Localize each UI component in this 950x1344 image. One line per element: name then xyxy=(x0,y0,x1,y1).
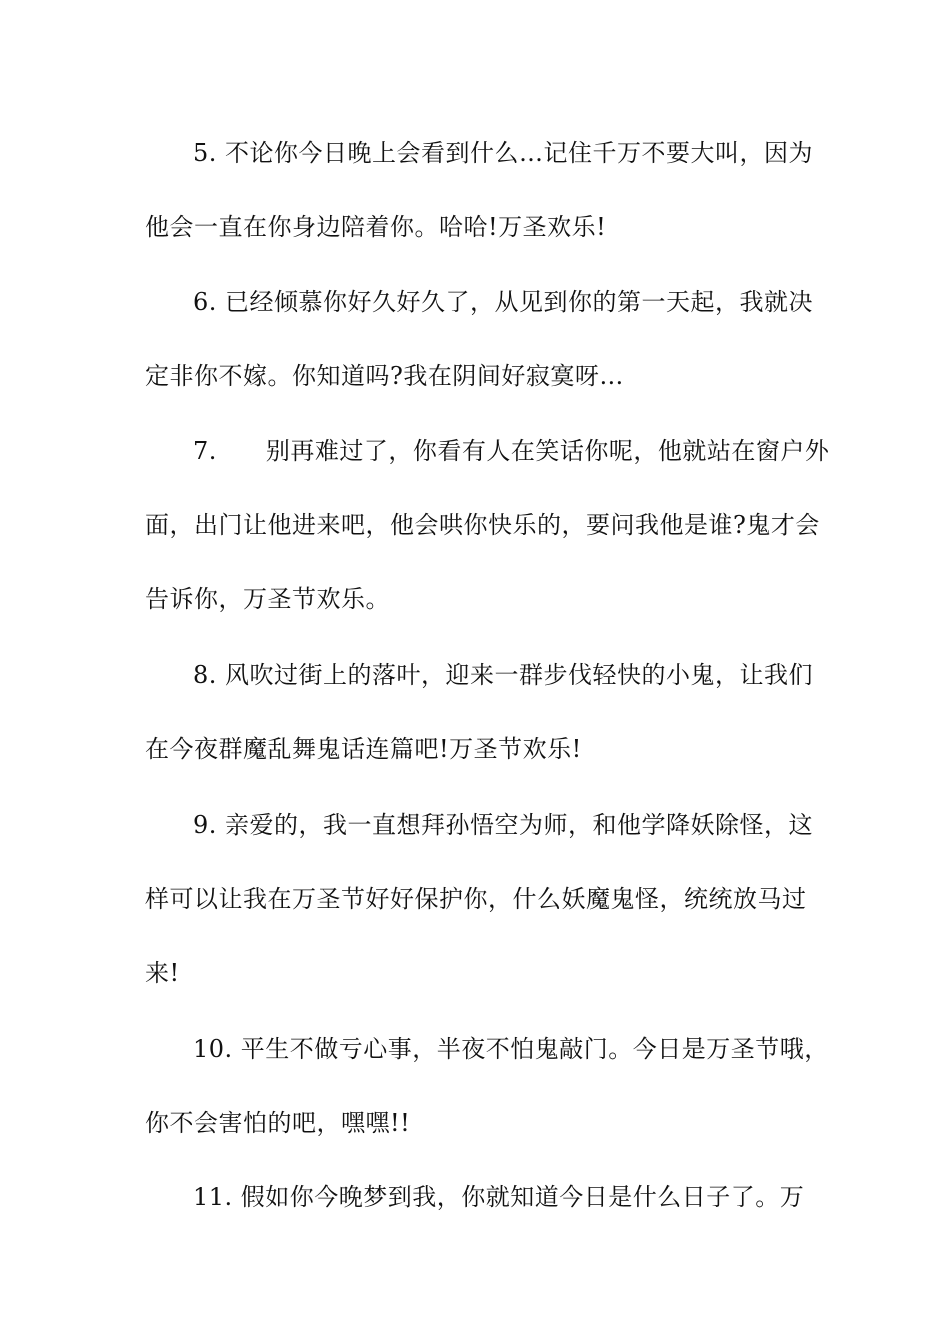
paragraph-6 xyxy=(145,287,815,435)
paragraph-line: 来! xyxy=(145,959,180,987)
paragraph-line: 面，出门让他进来吧，他会哄你快乐的，要问我他是谁?鬼才会 xyxy=(145,511,820,539)
paragraph-line: 5. 不论你今日晚上会看到什么…记住千万不要大叫，因为 xyxy=(193,139,814,167)
paragraph-line: 7. 别再难过了，你看有人在笑话你呢，他就站在窗户外 xyxy=(193,437,830,465)
paragraph-line: 6. 已经倾慕你好久好久了，从见到你的第一天起，我就决 xyxy=(193,288,814,316)
paragraph-line: 在今夜群魔乱舞鬼话连篇吧!万圣节欢乐! xyxy=(145,735,582,763)
paragraph-line: 告诉你，万圣节欢乐。 xyxy=(145,585,390,613)
paragraph-10 xyxy=(145,1034,829,1182)
paragraph-line: 9. 亲爱的，我一直想拜孙悟空为师，和他学降妖除怪，这 xyxy=(193,811,814,839)
paragraph-5 xyxy=(145,138,815,286)
paragraph-line: 你不会害怕的吧，嘿嘿!! xyxy=(145,1109,411,1137)
paragraph-line: 他会一直在你身边陪着你。哈哈!万圣欢乐! xyxy=(145,213,607,241)
paragraph-line: 定非你不嫁。你知道吗?我在阴间好寂寞呀… xyxy=(145,362,624,390)
paragraph-11 xyxy=(145,1182,815,1256)
paragraph-line: 8. 风吹过街上的落叶，迎来一群步伐轻快的小鬼，让我们 xyxy=(193,661,814,689)
paragraph-line: 10. 平生不做亏心事，半夜不怕鬼敲门。今日是万圣节哦， xyxy=(193,1035,829,1063)
paragraph-line: 11. 假如你今晚梦到我，你就知道今日是什么日子了。万 xyxy=(193,1183,805,1211)
paragraph-line: 样可以让我在万圣节好好保护你，什么妖魔鬼怪，统统放马过 xyxy=(145,885,807,913)
paragraph-9 xyxy=(145,810,815,1032)
paragraph-8 xyxy=(145,660,815,808)
paragraph-7 xyxy=(145,436,830,658)
